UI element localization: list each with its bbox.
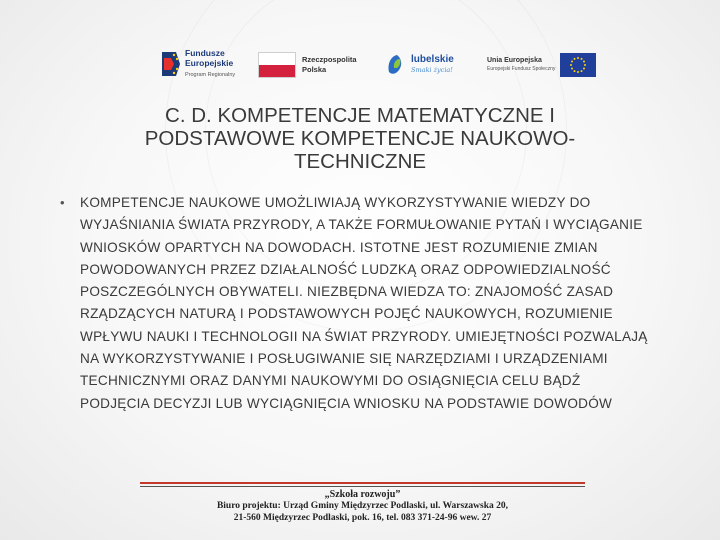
rp-line2: Polska xyxy=(302,65,327,74)
rp-line1: Rzeczpospolita xyxy=(302,55,357,64)
title-line-1: C. D. KOMPETENCJE MATEMATYCZNE I xyxy=(165,104,555,127)
logo-strip xyxy=(0,0,720,100)
footer xyxy=(140,489,585,524)
title-line-3: TECHNICZNE xyxy=(293,150,427,173)
bullet-item xyxy=(60,192,660,415)
bullet-marker: • xyxy=(60,195,65,210)
bullet-text: KOMPETENCJE NAUKOWE UMOŻLIWIAJĄ WYKORZYSTYWANIE WIEDZY DO WYJAŚNIANIA ŚWIATA PRZYRODY, A TAKŻE FORMUŁOWANIE PYTAŃ I WYCIĄGANIE WNIOSKÓW OPARTYCH NA DOWODACH. ISTOTNE JEST ROZUMIENIE ZMIAN POWODOWANYCH PRZEZ DZIAŁALNOŚĆ LUDZKĄ ORAZ ODPOWIEDZIALNOŚĆ POSZCZEGÓLNYCH OBYWATELI. NIEZBĘDNA WIEDZA TO: ZNAJOMOŚĆ ZASAD RZĄDZĄCYCH NATURĄ I PODSTAWOWYCH POJĘĆ NAUKOWYCH, ROZUMIENIE WPŁYWU NAUKI I TECHNOLOGII NA ŚWIAT PRZYRODY. UMIEJĘTNOŚCI POZWALAJĄ NA WYKORZYSTYWANIE I POSŁUGIWANIE SIĘ NARZĘDZIAMI I URZĄDZENIAMI TECHNICZNYMI ORAZ DANYMI NAUKOWYMI DO OSIĄGNIĘCIA CELU BĄDŹ PODJĘCIA DECYZJI LUB WYCIĄGNIĘCIA WNIOSKU NA PODSTAWIE DOWODÓW xyxy=(80,195,648,411)
slide-title xyxy=(80,104,640,173)
footer-address-line-1: Biuro projektu: Urząd Gminy Międzyrzec Podlaski, ul. Warszawska 20, xyxy=(216,501,509,511)
fundusze-europejskie-icon xyxy=(162,50,180,78)
lubelskie-slogan: Smaki życia! xyxy=(411,66,453,74)
polish-flag-icon xyxy=(258,52,296,78)
rzeczpospolita-polska-logo xyxy=(258,51,357,79)
title-line-2: PODSTAWOWE KOMPETENCJE NAUKOWO- xyxy=(144,127,576,150)
footer-divider xyxy=(140,482,585,487)
unia-europejska-logo xyxy=(487,52,596,78)
lubelskie-logo xyxy=(385,50,454,80)
footer-project-name: „Szkoła rozwoju” xyxy=(324,489,401,500)
eu-flag-icon xyxy=(560,53,596,77)
ue-line1: Unia Europejska xyxy=(487,57,542,64)
fundusze-europejskie-logo xyxy=(162,47,235,81)
ue-line2: Europejski Fundusz Społeczny xyxy=(487,66,556,72)
lubelskie-name: lubelskie xyxy=(411,54,454,65)
fe-line3: Program Regionalny xyxy=(185,72,236,78)
lubelskie-icon xyxy=(385,52,407,78)
fe-line1: Fundusze xyxy=(185,48,225,58)
footer-address-line-2: 21-560 Międzyrzec Podlaski, pok. 16, tel. 083 371-24-96 wew. 27 xyxy=(233,512,492,523)
fe-line2: Europejskie xyxy=(185,58,234,68)
